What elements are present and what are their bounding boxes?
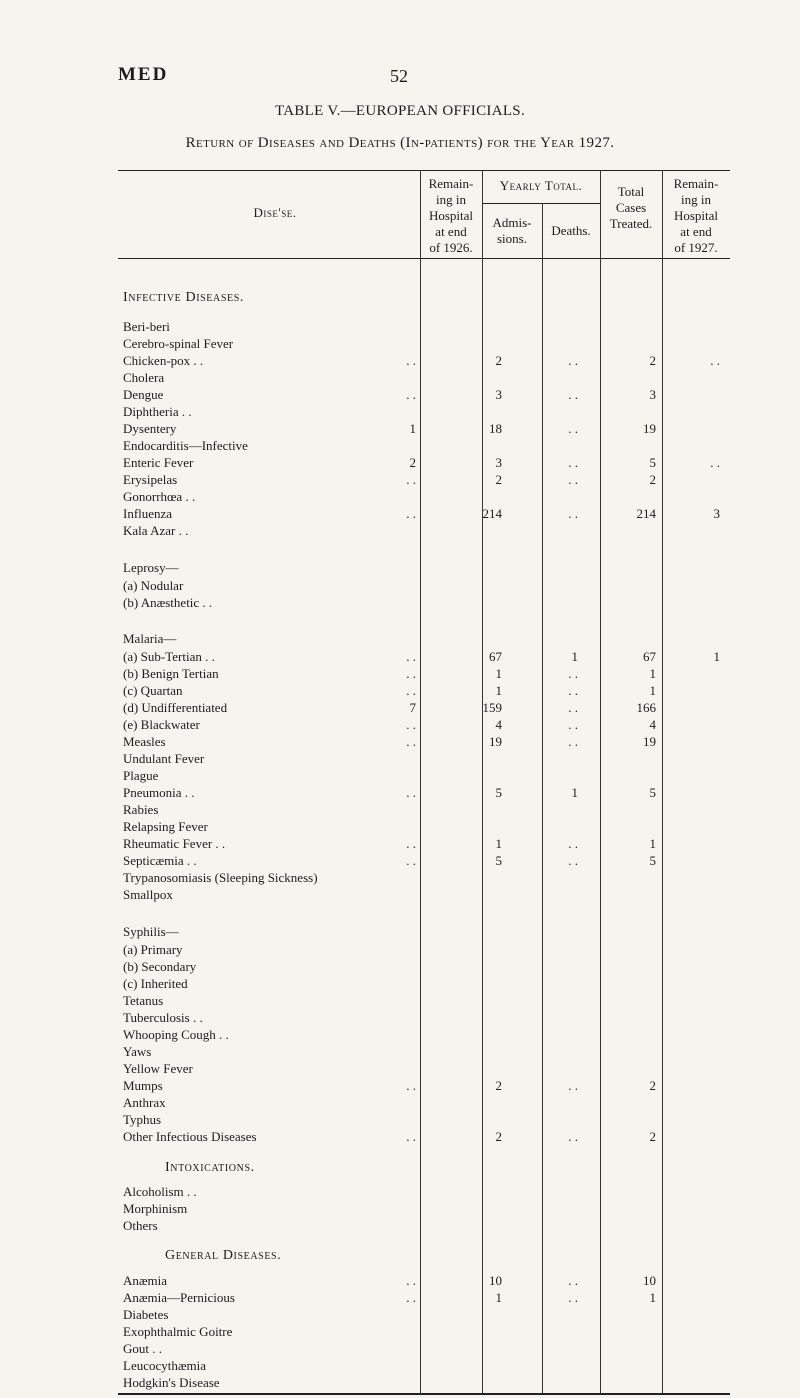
cell-c1: . . [406,683,416,698]
disease-name: Leucocythæmia [123,1358,207,1373]
disease-name: Dengue [123,387,164,402]
cell-c1: . . [406,506,416,521]
cell-c2: 2 [495,353,502,368]
cell-c1: . . [406,836,416,851]
disease-name: Erysipelas [123,472,178,487]
cell-c3: . . [568,734,578,749]
table-row [0,1357,800,1375]
cell-c4: 214 [636,506,656,521]
cell-c2: 214 [482,506,502,521]
cell-c2: 1 [495,683,502,698]
cell-c2: 10 [489,1273,502,1288]
disease-name: Endocarditis—Infective [123,438,248,453]
disease-name: Septicæmia . . [123,853,197,868]
disease-name: Other Infectious Diseases [123,1129,257,1144]
cell-c5: 3 [713,506,720,521]
disease-name: Rheumatic Fever . . [123,836,226,851]
cell-c3: . . [568,353,578,368]
cell-c4: 1 [649,836,656,851]
cell-c3: . . [568,1273,578,1288]
table-row [0,665,800,683]
cell-c1: . . [406,1273,416,1288]
cell-c1: 7 [409,700,416,715]
disease-name: Others [123,1218,158,1233]
cell-c1: . . [406,353,416,368]
cell-c1: . . [406,1078,416,1093]
disease-name: Anæmia [123,1273,168,1288]
disease-name: Cholera [123,370,165,385]
cell-c1: . . [406,649,416,664]
cell-c2: 19 [489,734,502,749]
page-number: 52 [390,66,408,86]
disease-name: Diabetes [123,1307,169,1322]
table-row [0,1026,800,1044]
section-infective: Infective Diseases. [123,290,244,305]
table-row [0,648,800,666]
cell-c5: . . [710,353,720,368]
table-row [0,733,800,751]
table-row [0,835,800,853]
disease-name: Undulant Fever [123,751,205,766]
cell-c2: 3 [495,455,502,470]
disease-name: Rabies [123,802,159,817]
disease-name: Pneumonia . . [123,785,195,800]
table-row [0,1289,800,1307]
cell-c3: . . [568,717,578,732]
disease-name: Trypanosomiasis (Sleeping Sickness) [123,870,318,885]
disease-name: (b) Secondary [123,959,197,974]
cell-c2: 159 [482,700,502,715]
disease-name: Tetanus [123,993,164,1008]
cell-c3: . . [568,683,578,698]
table-row [0,869,800,887]
cell-c2: 1 [495,666,502,681]
group-malaria: Malaria— [123,631,177,646]
cell-c1: . . [406,717,416,732]
table-row [0,801,800,819]
cell-c2: 5 [495,785,502,800]
table-row [0,471,800,489]
cell-c3: . . [568,853,578,868]
cell-c3: . . [568,421,578,436]
cell-c2: 2 [495,1078,502,1093]
table-row [0,1306,800,1324]
table-row [0,1009,800,1027]
disease-name: (a) Sub-Tertian . . [123,649,215,664]
cell-c4: 166 [636,700,656,715]
bottom-rule [118,1393,730,1395]
table-row [0,352,800,370]
cell-c3: . . [568,1078,578,1093]
table-row [0,1374,800,1392]
table-row [0,975,800,993]
cell-c1: . . [406,734,416,749]
table-row [0,369,800,387]
header-bottom-rule [118,258,730,259]
table-row [0,750,800,768]
table-row [0,403,800,421]
cell-c1: . . [406,785,416,800]
cell-c4: 19 [643,734,656,749]
group-leprosy: Leprosy— [123,560,179,575]
total-cases-header: Total Cases Treated. [609,184,653,231]
admissions-header: Admis- sions. [492,215,532,246]
table-row [0,992,800,1010]
cell-c2: 18 [489,421,502,436]
disease-name: Typhus [123,1112,162,1127]
table-row [0,318,800,336]
cell-c1: . . [406,666,416,681]
table-row [0,522,800,540]
cell-c4: 2 [649,472,656,487]
cell-c4: 3 [649,387,656,402]
cell-c4: 67 [643,649,656,664]
table-row [0,505,800,523]
cell-c2: 67 [489,649,502,664]
table-row [0,1217,800,1235]
cell-c1: . . [406,1129,416,1144]
cell-c2: 2 [495,472,502,487]
disease-name: Yaws [123,1044,152,1059]
yearly-subrule [482,203,600,204]
disease-column-header: Dise'se. [253,205,297,220]
table-row [0,1111,800,1129]
cell-c3: . . [568,666,578,681]
disease-name: Hodgkin's Disease [123,1375,220,1390]
table-row [0,1094,800,1112]
group-syphilis: Syphilis— [123,924,179,939]
table-row [0,1128,800,1146]
cell-c3: . . [568,836,578,851]
cell-c3: . . [568,700,578,715]
cell-c2: 1 [495,1290,502,1305]
cell-c1: . . [406,387,416,402]
disease-name: Whooping Cough . . [123,1027,229,1042]
disease-name: Yellow Fever [123,1061,193,1076]
table-row [0,1183,800,1201]
disease-name: Gout . . [123,1341,162,1356]
remaining-end-header: Remain- ing in Hospital at end of 1927. [673,176,719,255]
disease-name: Plague [123,768,159,783]
table-row [0,335,800,353]
table-row [0,420,800,438]
disease-name: Relapsing Fever [123,819,208,834]
table-row [0,437,800,455]
cell-c1: . . [406,472,416,487]
table-row [0,594,800,612]
cell-c3: . . [568,1290,578,1305]
cell-c1: 2 [409,455,416,470]
table-row [0,1060,800,1078]
cell-c4: 1 [649,1290,656,1305]
cell-c4: 4 [649,717,656,732]
cell-c4: 2 [649,1078,656,1093]
disease-name: (a) Primary [123,942,183,957]
cell-c5: 1 [713,649,720,664]
table-row [0,577,800,595]
disease-name: Chicken-pox . . [123,353,204,368]
table-row [0,818,800,836]
cell-c4: 19 [643,421,656,436]
disease-name: Anthrax [123,1095,166,1110]
table-row [0,682,800,700]
cell-c4: 5 [649,853,656,868]
disease-name: Diphtheria . . [123,404,192,419]
disease-name: Morphinism [123,1201,188,1216]
disease-name: (b) Benign Tertian [123,666,219,681]
table-row [0,1323,800,1341]
disease-name: (d) Undifferentiated [123,700,228,715]
table-row [0,488,800,506]
disease-name: Measles [123,734,166,749]
table-row [0,958,800,976]
disease-name: Mumps [123,1078,163,1093]
disease-name: (a) Nodular [123,578,184,593]
cell-c3: . . [568,1129,578,1144]
table-row [0,386,800,404]
table-row [0,941,800,959]
cell-c5: . . [710,455,720,470]
remaining-start-header: Remain- ing in Hospital at end of 1926. [428,176,474,255]
table-subtitle: Return of Diseases and Deaths (In-patients) for the Year 1927. [185,135,615,151]
table-row [0,886,800,904]
disease-name: Alcoholism . . [123,1184,197,1199]
cell-c2: 3 [495,387,502,402]
cell-c2: 1 [495,836,502,851]
disease-name: Tuberculosis . . [123,1010,203,1025]
cell-c1: . . [406,1290,416,1305]
cell-c3: . . [568,387,578,402]
table-row [0,1272,800,1290]
cell-c2: 4 [495,717,502,732]
cell-c4: 2 [649,1129,656,1144]
disease-name: Exophthalmic Goitre [123,1324,233,1339]
table-row [0,1340,800,1358]
running-head: MED [118,64,169,85]
table-row [0,699,800,717]
table-row [0,1200,800,1218]
table-row [0,784,800,802]
cell-c4: 10 [643,1273,656,1288]
deaths-header: Deaths. [551,223,591,238]
cell-c3: . . [568,506,578,521]
cell-c4: 1 [649,666,656,681]
cell-c3: 1 [571,785,578,800]
table-title: TABLE V.—EUROPEAN OFFICIALS. [274,103,525,119]
disease-name: Influenza [123,506,173,521]
table-row [0,767,800,785]
disease-name: (e) Blackwater [123,717,200,732]
disease-name: Anæmia—Pernicious [123,1290,235,1305]
disease-name: Dysentery [123,421,177,436]
cell-c1: 1 [409,421,416,436]
disease-name: Smallpox [123,887,173,902]
disease-name: Enteric Fever [123,455,194,470]
table-row [0,1077,800,1095]
disease-name: (c) Inherited [123,976,188,991]
cell-c4: 5 [649,785,656,800]
cell-c3: . . [568,455,578,470]
yearly-total-header: Yearly Total. [499,178,583,193]
cell-c4: 2 [649,353,656,368]
disease-name: Kala Azar . . [123,523,189,538]
cell-c3: 1 [571,649,578,664]
cell-c2: 5 [495,853,502,868]
cell-c1: . . [406,853,416,868]
table-row [0,1043,800,1061]
top-rule [118,170,730,171]
table-row [0,716,800,734]
cell-c2: 2 [495,1129,502,1144]
table-row [0,454,800,472]
disease-name: Beri-beri [123,319,170,334]
section-intoxications: Intoxications. [165,1160,255,1175]
disease-name: Gonorrhœa . . [123,489,196,504]
cell-c3: . . [568,472,578,487]
cell-c4: 1 [649,683,656,698]
disease-name: (c) Quartan [123,683,183,698]
disease-name: (b) Anæsthetic . . [123,595,213,610]
cell-c4: 5 [649,455,656,470]
disease-name: Cerebro-spinal Fever [123,336,234,351]
section-general: General Diseases. [165,1248,282,1263]
table-row [0,852,800,870]
